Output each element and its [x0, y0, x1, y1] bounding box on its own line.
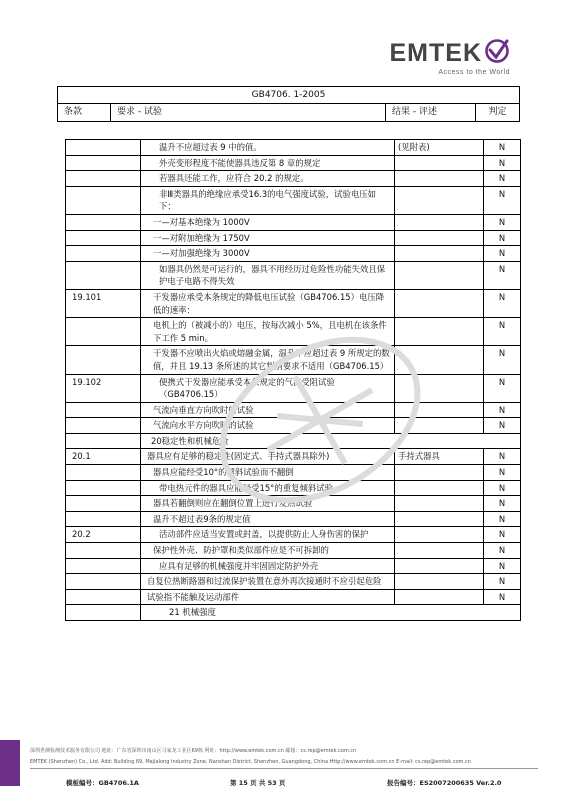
header-result: 结果 - 评述 [386, 104, 476, 121]
table-row [66, 246, 521, 262]
section-row [66, 433, 521, 449]
clause-cell [66, 433, 141, 449]
table-row [66, 496, 521, 512]
verdict-cell: N [484, 230, 521, 246]
table-row [66, 155, 521, 171]
result-cell [395, 155, 484, 171]
result-cell [395, 318, 484, 346]
verdict-cell: N [484, 155, 521, 171]
requirements-table [65, 139, 521, 621]
verdict-cell: N [484, 289, 521, 317]
table-row [66, 480, 521, 496]
table-row [66, 574, 521, 590]
table-row [66, 558, 521, 574]
requirement-cell: 应具有足够的机械强度并牢固固定防护外壳 [141, 558, 395, 574]
logo-wordmark: EMTEK [389, 38, 482, 67]
result-cell: 手持式器具 [395, 449, 484, 465]
footer-page-number: 第 15 页 共 53 页 [230, 779, 286, 787]
requirement-cell: 温升不应超过表 9 中的值。 [141, 140, 395, 156]
result-cell [395, 527, 484, 543]
clause-cell [66, 214, 141, 230]
requirement-cell: 气流向水平方向吹时的试验 [141, 418, 395, 434]
clause-cell [66, 246, 141, 262]
column-header [57, 103, 520, 122]
requirement-cell: 自复位热断路器和过流保护装置在意外再次接通时不应引起危险 [141, 574, 395, 590]
clause-cell [66, 402, 141, 418]
header-clause: 条款 [58, 104, 111, 121]
verdict-cell: N [484, 318, 521, 346]
result-cell [395, 402, 484, 418]
clause-cell [66, 346, 141, 374]
verdict-cell: N [484, 589, 521, 605]
requirement-cell: 试验指不能触及运动部件 [141, 589, 395, 605]
requirement-cell: 活动部件应适当安置或封盖，以提供防止人身伤害的保护 [141, 527, 395, 543]
requirement-cell: 便携式干发器应能承受本条规定的气流受阻试验（GB4706.15） [141, 374, 395, 402]
footer-divider [30, 768, 538, 769]
clause-cell [66, 574, 141, 590]
requirement-cell: 气流向垂直方向吹时的试验 [141, 402, 395, 418]
table-row [66, 374, 521, 402]
result-cell [395, 246, 484, 262]
result-cell [395, 374, 484, 402]
verdict-cell: N [484, 140, 521, 156]
table-row [66, 289, 521, 317]
verdict-cell: N [484, 171, 521, 187]
result-cell [395, 574, 484, 590]
table-row [66, 186, 521, 214]
table-row [66, 543, 521, 559]
verdict-cell: N [484, 214, 521, 230]
clause-cell [66, 418, 141, 434]
table-row [66, 230, 521, 246]
result-cell [395, 480, 484, 496]
verdict-cell: N [484, 261, 521, 289]
result-cell [395, 511, 484, 527]
table-row [66, 171, 521, 187]
result-cell [395, 558, 484, 574]
requirement-cell: 一—对加强绝缘为 3000V [141, 246, 395, 262]
verdict-cell: N [484, 511, 521, 527]
verdict-cell: N [484, 418, 521, 434]
header-verdict: 判定 [488, 107, 507, 117]
verdict-cell: N [484, 465, 521, 481]
result-cell [395, 214, 484, 230]
clause-cell: 20.1 [66, 449, 141, 465]
requirement-cell: 非Ⅲ类器具的绝缘应承受16.3的电气强度试验，试验电压如下： [141, 186, 395, 214]
footer-accent-bar [0, 740, 20, 786]
requirement-cell: 电机上的（被减小的）电压，按每次减小 5%，且电机在该条件下工作 5 min。 [141, 318, 395, 346]
clause-cell [66, 496, 141, 512]
requirement-cell: 干发器应承受本条规定的降低电压试验（GB4706.15）电压降低的速率： [141, 289, 395, 317]
verdict-cell: N [484, 496, 521, 512]
result-cell [395, 289, 484, 317]
clause-cell [66, 543, 141, 559]
verdict-cell: N [484, 574, 521, 590]
table-row [66, 261, 521, 289]
requirement-cell: 一—对附加绝缘为 1750V [141, 230, 395, 246]
requirement-cell: 一—对基本绝缘为 1000V [141, 214, 395, 230]
verdict-cell: N [484, 346, 521, 374]
table-row [66, 418, 521, 434]
result-cell [395, 171, 484, 187]
table-row [66, 589, 521, 605]
clause-cell [66, 589, 141, 605]
logo-tagline: Access to the World [438, 69, 510, 76]
verdict-cell: N [484, 246, 521, 262]
clause-cell: 19.101 [66, 289, 141, 317]
requirement-cell: 如器具仍然是可运行的，器具不用经历过危险性功能失效且保护电子电路不得失效 [141, 261, 395, 289]
requirement-cell: 干发器不应喷出火焰或熔融金属，温升不应超过表 9 所规定的数值，并且 19.13 条所述的其它判别要求不适用（GB4706.15） [141, 346, 395, 374]
section-heading: 21 机械强度 [141, 605, 521, 621]
verdict-cell: N [484, 449, 521, 465]
requirement-cell: 若器具还能工作，应符合 20.2 的规定。 [141, 171, 395, 187]
table-row [66, 511, 521, 527]
verdict-cell: N [484, 374, 521, 402]
verdict-cell: N [484, 402, 521, 418]
footer-company-cn: 深圳世测检测技术服务有限公司 地址：广东省深圳市南山区马家龙工业区69栋 网址：http://www.emtek.com.cn 邮箱：cs.rep@emtek.com.cn [30, 748, 357, 754]
table-row [66, 449, 521, 465]
emtek-logo [389, 38, 511, 76]
page-footer [0, 740, 566, 800]
clause-cell [66, 318, 141, 346]
table-row [66, 402, 521, 418]
result-cell [395, 589, 484, 605]
clause-cell [66, 171, 141, 187]
verdict-cell: N [484, 543, 521, 559]
result-cell [395, 186, 484, 214]
result-cell [395, 543, 484, 559]
clause-cell [66, 511, 141, 527]
clause-cell [66, 465, 141, 481]
clause-cell [66, 558, 141, 574]
section-row [66, 605, 521, 621]
clause-cell [66, 261, 141, 289]
clause-cell: 20.2 [66, 527, 141, 543]
footer-template-no: 模板编号：GB4706.1A [66, 779, 139, 787]
result-cell [395, 418, 484, 434]
footer-report-no: 报告编号：ES2007200635 Ver.2.0 [387, 779, 502, 787]
verdict-cell: N [484, 558, 521, 574]
section-heading: 20稳定性和机械危险 [141, 433, 521, 449]
requirement-cell: 温升不超过表9条的规定值 [141, 511, 395, 527]
requirement-cell: 带电热元件的器具应能经受15°的重复倾斜试验 [141, 480, 395, 496]
clause-cell: 19.102 [66, 374, 141, 402]
header-requirement: 要求 - 试验 [111, 104, 386, 121]
result-cell [395, 346, 484, 374]
requirement-cell: 器具应能经受10°的倾斜试验而不翻倒 [141, 465, 395, 481]
clause-cell [66, 605, 141, 621]
table-row [66, 140, 521, 156]
result-cell [395, 496, 484, 512]
table-row [66, 527, 521, 543]
table-row [66, 214, 521, 230]
result-cell [395, 261, 484, 289]
clause-cell [66, 186, 141, 214]
requirement-cell: 器具若翻倒则应在翻倒位置上进行发热试验 [141, 496, 395, 512]
clause-cell [66, 140, 141, 156]
verdict-cell: N [484, 480, 521, 496]
standard-title: GB4706. 1-2005 [57, 86, 520, 104]
clause-cell [66, 230, 141, 246]
result-cell [395, 465, 484, 481]
clause-cell [66, 480, 141, 496]
clause-cell [66, 155, 141, 171]
requirement-cell: 保护性外壳、防护罩和类似部件应是不可拆卸的 [141, 543, 395, 559]
verdict-cell: N [484, 527, 521, 543]
logo-check-icon [484, 38, 510, 68]
footer-company-en: EMTEK (Shenzhen) Co., Ltd. Add: Building 69, Majialong Industry Zone, Nanshan District, Shenzhen, Guangdong, China Http://www.emtek.com.cn E-mail: cs.rep@emtek.com.cn [30, 759, 471, 765]
table-row [66, 346, 521, 374]
verdict-cell: N [484, 186, 521, 214]
requirement-cell: 器具应有足够的稳定性(固定式、手持式器具除外) [141, 449, 395, 465]
table-row [66, 318, 521, 346]
table-row [66, 465, 521, 481]
requirement-cell: 外壳变形程度不能使器具违反第 8 章的规定 [141, 155, 395, 171]
result-cell [395, 230, 484, 246]
result-cell: (见附表) [395, 140, 484, 156]
